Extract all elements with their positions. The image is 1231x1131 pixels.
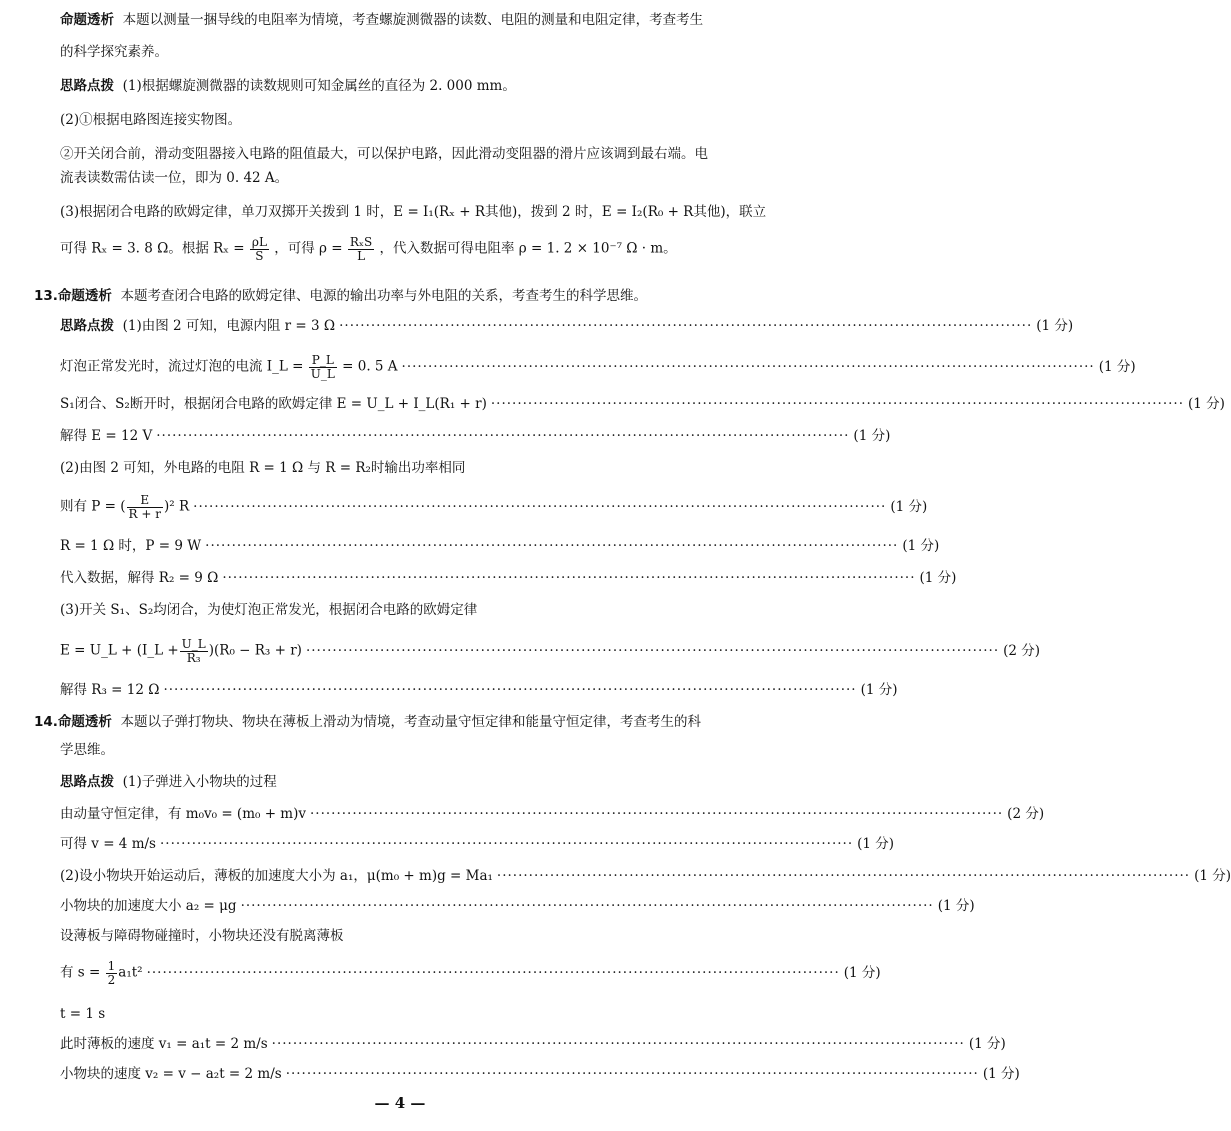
dot-leader: ··································································································································· [496,868,1191,884]
frac-den: S [255,248,264,263]
dot-leader: ··································································································································· [285,1066,979,1082]
s14-row-3 [60,836,895,854]
s13-r1-text: (1)由图 2 可知，电源内阻 r = 3 Ω [122,318,336,334]
s14-intent-text: 本题以子弹打物块、物块在薄板上滑动为情境，考查动量守恒定律和能量守恒定律，考查考生的科 [120,714,702,730]
s13-r11-text: 解得 R₃ = 12 Ω [60,682,160,698]
s12-hint-line-1 [60,78,764,96]
dot-leader: ··································································································································· [339,318,1033,334]
frac-num: 1 [107,959,116,973]
s13-intent-text: 本题考查闭合电路的欧姆定律、电源的输出功率与外电阻的关系，考查考生的科学思维。 [120,288,648,304]
dot-leader: ··································································································································· [205,538,899,554]
s13-r10-pre: E = U_L + (I_L + [60,642,179,659]
s12-hint-4b-post: ，代入数据可得电阻率 ρ = 1. 2 × 10⁻⁷ Ω · m。 [379,240,677,257]
frac-den: L [357,248,366,263]
s12-hint-2: (2)①根据电路图连接实物图。 [60,112,242,128]
frac-num: E [127,494,163,508]
score-label: (1 分) [857,836,895,852]
dot-leader: ··································································································································· [240,898,934,914]
score-label: (1 分) [1098,358,1136,375]
score-label: (2 分) [1003,642,1041,659]
page-number: — 4 — [374,1094,426,1112]
s12-hint-4b [60,236,764,262]
s14-r3-text: 可得 v = 4 m/s [60,836,156,852]
frac-den: 2 [107,972,116,987]
s13-intent-line [34,288,764,306]
frac-den: R₃ [186,650,201,665]
s14-r4-text: (2)设小物块开始运动后，薄板的加速度大小为 a₁，μ(m₀ + m)g = Ma₁ [60,868,493,884]
dot-leader: ··································································································································· [490,396,1185,412]
s13-row-10 [60,637,1041,665]
s13-row-1 [60,318,1074,336]
frac-den: U_L [310,366,335,381]
s14-r1-text: (1)子弹进入小物块的过程 [122,774,277,790]
s13-r9-text: (3)开关 S₁、S₂均闭合，为使灯泡正常发光，根据闭合电路的欧姆定律 [60,602,478,618]
dot-leader: ··································································································································· [271,1036,965,1052]
s14-r8-text: t = 1 s [60,1006,106,1022]
score-label: (1 分) [1036,318,1074,334]
score-label: (1 分) [890,498,928,515]
dot-leader: ··································································································································· [305,642,1000,659]
s13-r8-text: 代入数据，解得 R₂ = 9 Ω [60,570,219,586]
s13-r4-text: 解得 E = 12 V [60,428,153,444]
s12-hint-3a: ②开关闭合前，滑动变阻器接入电路的阻值最大，可以保护电路，因此滑动变阻器的滑片应该调到最右端。电 [60,146,708,162]
score-label: (1 分) [982,1066,1020,1082]
dot-leader: ··································································································································· [222,570,916,586]
s12-intent-line [60,12,764,30]
s13-row-4 [60,428,891,446]
s13-row-2 [60,353,1136,381]
frac-num: P_L [309,354,337,368]
s13-row-8 [60,570,957,588]
score-label: (1 分) [1188,396,1225,412]
s12-intent-text: 本题以测量一捆导线的电阻率为情境，考查螺旋测微器的读数、电阻的测量和电阻定律，考查考生 [122,12,704,28]
frac-den: R + r [128,506,162,521]
s14-r9-text: 此时薄板的速度 v₁ = a₁t = 2 m/s [60,1036,268,1052]
s13-row-3 [60,396,1225,414]
s14-intent-label: 命题透析 [57,714,112,730]
s14-number: 14. [34,714,58,730]
s14-row-4 [60,868,1231,886]
s14-r7-post: a₁t² [118,964,143,981]
fraction-pl-over-ul [309,354,337,380]
s13-r7-text: R = 1 Ω 时，P = 9 W [60,538,202,554]
score-label: (1 分) [860,682,898,698]
dot-leader: ··································································································································· [159,836,854,852]
fraction-rho-l-over-s [250,236,269,262]
s13-number: 13. [34,288,58,304]
s12-intent-label: 命题透析 [60,12,114,28]
s14-r6-text: 设薄板与障碍物碰撞时，小物块还没有脱离薄板 [60,928,344,944]
dot-leader: ··································································································································· [193,498,887,515]
s12-hint-4b-pre: 可得 Rₓ = 3. 8 Ω。根据 Rₓ = [60,240,245,257]
score-label: (1 分) [937,898,975,914]
score-label: (1 分) [902,538,940,554]
s14-row-7 [60,959,881,987]
s13-r6-pre: 则有 P = ( [60,498,126,515]
frac-num: ρL [251,235,267,249]
s14-row-5 [60,898,975,916]
score-label: (2 分) [1007,806,1045,822]
s14-row-2 [60,806,1045,824]
score-label: (1 分) [843,964,881,981]
s14-hint-label: 思路点拨 [60,774,114,790]
s14-r2-text: 由动量守恒定律，有 m₀v₀ = (m₀ + m)v [60,806,307,822]
fraction-rs-over-l [348,236,374,262]
score-label: (1 分) [853,428,891,444]
dot-leader: ··································································································································· [163,682,857,698]
s12-hint-label: 思路点拨 [60,78,114,94]
s13-r5-text: (2)由图 2 可知，外电路的电阻 R = 1 Ω 与 R = R₂时输出功率相同 [60,460,466,476]
s13-row-6 [60,493,928,521]
s13-hint-label: 思路点拨 [60,318,114,334]
dot-leader: ··································································································································· [310,806,1004,822]
dot-leader: ··································································································································· [146,964,840,981]
s14-row-9 [60,1036,1006,1054]
s12-hint-3b: 流表读数需估读一位，即为 0. 42 A。 [60,170,289,186]
s14-intent-line-2: 学思维。 [60,742,114,758]
s13-intent-label: 命题透析 [57,288,112,304]
s14-hint-line-1 [60,774,764,792]
frac-num: U_L [181,637,206,651]
s12-intent-line-2: 的科学探究素养。 [60,44,168,60]
s13-r6-post: )² R [164,498,190,515]
score-label: (1 分) [919,570,957,586]
s13-r2-pre: 灯泡正常发光时，流过灯泡的电流 I_L = [60,358,304,375]
s14-r5-text: 小物块的加速度大小 a₂ = μg [60,898,237,914]
s12-hint-1: (1)根据螺旋测微器的读数规则可知金属丝的直径为 2. 000 mm。 [122,78,516,94]
s13-row-7 [60,538,940,556]
s13-row-11 [60,682,898,700]
dot-leader: ··································································································································· [156,428,850,444]
dot-leader: ··································································································································· [401,358,1095,375]
s13-r3-text: S₁闭合、S₂断开时，根据闭合电路的欧姆定律 E = U_L + I_L(R₁ + r) [60,396,487,412]
score-label: (1 分) [1194,868,1231,884]
s14-row-10 [60,1066,1020,1084]
s14-r10-text: 小物块的速度 v₂ = v − a₂t = 2 m/s [60,1066,282,1082]
s14-r7-pre: 有 s = [60,964,101,981]
s12-hint-4a: (3)根据闭合电路的欧姆定律，单刀双掷开关拨到 1 时，E = I₁(Rₓ + R其他)，拨到 2 时，E = I₂(R₀ + R其他)，联立 [60,204,767,220]
fraction-ul-over-r3 [180,638,208,664]
s13-r2-post: = 0. 5 A [342,358,398,375]
fraction-one-half [106,960,118,986]
s13-r10-post: )(R₀ − R₃ + r) [208,642,302,659]
s14-intent-line [34,714,764,732]
fraction-e-over-r-plus-r [127,494,163,520]
s12-hint-4b-mid: ，可得 ρ = [274,240,343,257]
score-label: (1 分) [968,1036,1006,1052]
frac-num: RₓS [349,235,373,249]
